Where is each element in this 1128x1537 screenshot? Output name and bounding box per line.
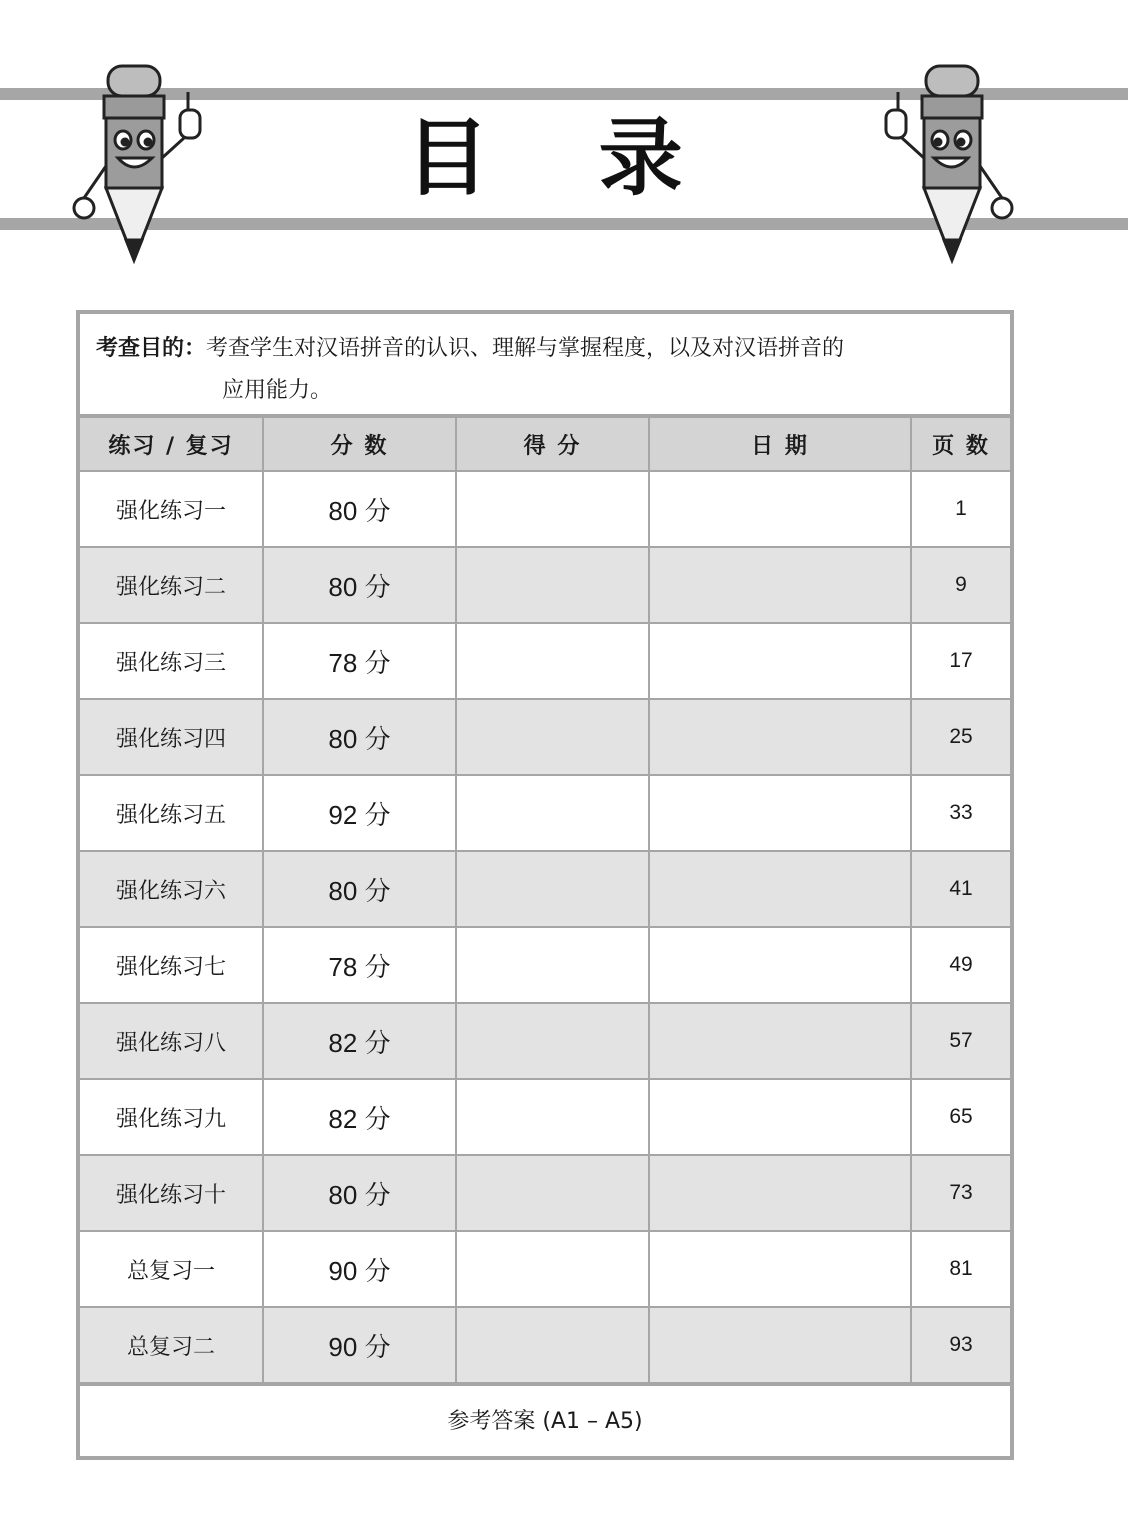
table-row [80,1155,1010,1231]
table-row [80,1231,1010,1307]
page-number: 49 [911,927,1010,1003]
answer-key-row: 参考答案 (A1 – A5) [80,1382,1010,1458]
table-row [80,851,1010,927]
table-row [80,1079,1010,1155]
score-obtained-cell[interactable] [456,547,649,623]
full-score: 80 分 [263,471,456,547]
table-row [80,1307,1010,1382]
score-obtained-cell[interactable] [456,1231,649,1307]
full-score: 90 分 [263,1231,456,1307]
date-cell[interactable] [649,471,911,547]
full-score: 78 分 [263,623,456,699]
exercise-name: 强化练习一 [80,471,263,547]
date-cell[interactable] [649,1079,911,1155]
table-row [80,547,1010,623]
exercise-name: 强化练习三 [80,623,263,699]
full-score: 90 分 [263,1307,456,1382]
exercise-name: 强化练习五 [80,775,263,851]
exercise-name: 强化练习十 [80,1155,263,1231]
page-number: 25 [911,699,1010,775]
date-cell[interactable] [649,623,911,699]
page-number: 41 [911,851,1010,927]
table-row [80,471,1010,547]
date-cell[interactable] [649,1231,911,1307]
header-score-obtained: 得 分 [456,418,649,471]
score-obtained-cell[interactable] [456,1155,649,1231]
page-number: 57 [911,1003,1010,1079]
exercise-name: 强化练习八 [80,1003,263,1079]
date-cell[interactable] [649,699,911,775]
date-cell[interactable] [649,1003,911,1079]
contents-table [80,418,1010,1382]
date-cell[interactable] [649,775,911,851]
full-score: 92 分 [263,775,456,851]
score-obtained-cell[interactable] [456,927,649,1003]
full-score: 80 分 [263,547,456,623]
exercise-name: 总复习一 [80,1231,263,1307]
page-title: 目 录 [405,109,723,207]
full-score: 80 分 [263,851,456,927]
purpose-text-line2: 应用能力。 [222,378,333,403]
score-obtained-cell[interactable] [456,851,649,927]
table-row [80,699,1010,775]
date-cell[interactable] [649,851,911,927]
table-header-row [80,418,1010,471]
exercise-name: 强化练习四 [80,699,263,775]
exercise-name: 强化练习七 [80,927,263,1003]
page-number: 81 [911,1231,1010,1307]
exercise-name: 强化练习六 [80,851,263,927]
full-score: 80 分 [263,699,456,775]
date-cell[interactable] [649,1307,911,1382]
page-number: 17 [911,623,1010,699]
score-obtained-cell[interactable] [456,1003,649,1079]
header-exercise: 练习 / 复习 [80,418,263,471]
page-number: 1 [911,471,1010,547]
header-date: 日 期 [649,418,911,471]
page-number: 33 [911,775,1010,851]
date-cell[interactable] [649,927,911,1003]
page-number: 9 [911,547,1010,623]
full-score: 78 分 [263,927,456,1003]
page-number: 73 [911,1155,1010,1231]
contents-box [76,310,1014,1460]
exercise-name: 总复习二 [80,1307,263,1382]
exercise-name: 强化练习九 [80,1079,263,1155]
full-score: 82 分 [263,1003,456,1079]
exercise-name: 强化练习二 [80,547,263,623]
table-row [80,1003,1010,1079]
purpose-text-line1: 考查学生对汉语拼音的认识、理解与掌握程度，以及对汉语拼音的 [206,336,845,361]
score-obtained-cell[interactable] [456,471,649,547]
score-obtained-cell[interactable] [456,775,649,851]
header-full-score: 分 数 [263,418,456,471]
header-page: 页 数 [911,418,1010,471]
score-obtained-cell[interactable] [456,623,649,699]
score-obtained-cell[interactable] [456,1307,649,1382]
purpose-label: 考查目的： [96,336,207,361]
date-cell[interactable] [649,1155,911,1231]
score-obtained-cell[interactable] [456,1079,649,1155]
table-row [80,623,1010,699]
page-number: 65 [911,1079,1010,1155]
date-cell[interactable] [649,547,911,623]
table-row [80,775,1010,851]
purpose-section [80,314,1010,418]
full-score: 80 分 [263,1155,456,1231]
full-score: 82 分 [263,1079,456,1155]
page-number: 93 [911,1307,1010,1382]
score-obtained-cell[interactable] [456,699,649,775]
table-row [80,927,1010,1003]
